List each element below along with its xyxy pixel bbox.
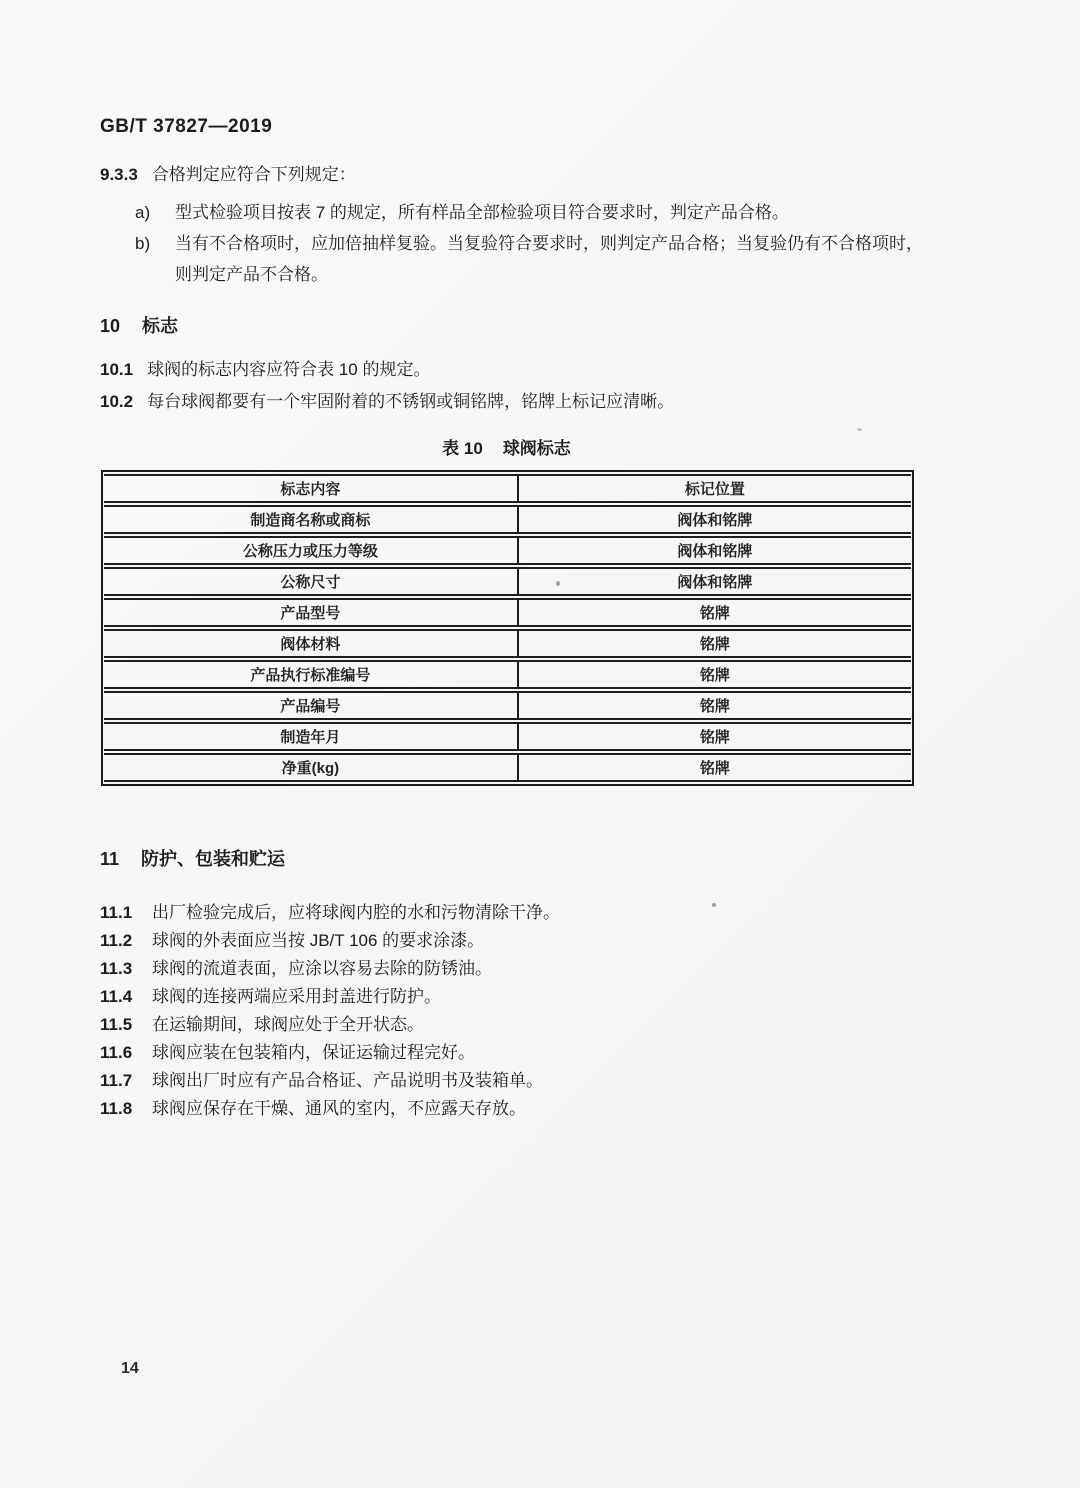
section-10-heading [100, 312, 178, 338]
table-cell: 产品执行标准编号 [104, 660, 519, 689]
table-caption-title: 球阀标志 [502, 439, 571, 458]
table-cell: 产品编号 [104, 691, 519, 720]
table-row [104, 753, 911, 782]
table-cell: 制造商名称或商标 [104, 505, 519, 534]
standard-number-header: GB/T 37827—2019 [100, 116, 273, 137]
table-cell: 铭牌 [519, 722, 911, 751]
clause-number: 11.4 [100, 987, 133, 1006]
page-number: 14 [121, 1360, 139, 1377]
clause-number: 10.2 [100, 392, 134, 411]
table-cell: 产品型号 [104, 598, 519, 627]
clause-text: 球阀应装在包装箱内，保证运输过程完好。 [152, 1043, 475, 1062]
section-title: 防护、包装和贮运 [141, 849, 286, 869]
clause-text: 合格判定应符合下列规定： [151, 165, 356, 184]
clause-11-4 [100, 985, 940, 1008]
table-header-row [104, 474, 911, 503]
clause-10-2 [100, 390, 930, 414]
section-title: 标志 [142, 316, 179, 336]
table-cell: 阀体和铭牌 [519, 536, 911, 565]
table-cell: 铭牌 [519, 660, 911, 689]
clause-text: 球阀出厂时应有产品合格证、产品说明书及装箱单。 [152, 1071, 543, 1090]
clause-11-6 [100, 1041, 940, 1064]
clause-9-3-3 [100, 163, 930, 187]
clause-number: 11.6 [100, 1043, 133, 1062]
table-row [104, 691, 911, 720]
table-row [104, 629, 911, 658]
clause-11-2 [100, 929, 940, 952]
scan-speck [712, 903, 716, 907]
clause-11-1 [100, 901, 940, 924]
table-row [104, 536, 911, 565]
list-label: b) [135, 234, 151, 253]
clause-text: 球阀的连接两端应采用封盖进行防护。 [152, 987, 441, 1006]
table-cell: 公称压力或压力等级 [104, 536, 519, 565]
clause-text: 球阀的流道表面，应涂以容易去除的防锈油。 [152, 959, 492, 978]
table-cell: 阀体和铭牌 [519, 505, 911, 534]
table-row [104, 722, 911, 751]
scan-speck [857, 428, 862, 431]
clause-10-1 [100, 358, 930, 382]
clause-11-8 [100, 1097, 940, 1120]
clause-number: 11.2 [100, 931, 133, 950]
list-label: a) [135, 203, 151, 222]
clause-number: 11.8 [100, 1099, 133, 1118]
clause-text: 出厂检验完成后，应将球阀内腔的水和污物清除干净。 [152, 903, 560, 922]
clause-number: 9.3.3 [100, 165, 138, 184]
clause-number: 10.1 [100, 360, 134, 379]
clause-number: 11.1 [100, 903, 133, 922]
clause-11-7 [100, 1069, 940, 1092]
table-caption-label: 表 10 [442, 439, 483, 458]
clause-text: 每台球阀都要有一个牢固附着的不锈钢或铜铭牌，铭牌上标记应清晰。 [147, 392, 675, 411]
clause-number: 11.3 [100, 959, 133, 978]
clause-text: 在运输期间，球阀应处于全开状态。 [152, 1015, 424, 1034]
clause-11-5 [100, 1013, 940, 1036]
table-row [104, 567, 911, 596]
table-cell: 铭牌 [519, 691, 911, 720]
table-10-caption [100, 434, 913, 459]
table-cell: 净重(kg) [104, 753, 519, 782]
table-cell: 制造年月 [104, 722, 519, 751]
section-number: 10 [100, 316, 121, 336]
section-11-heading [100, 845, 285, 871]
scan-speck [556, 581, 560, 586]
clause-text: 球阀的外表面应当按 JB/T 106 的要求涂漆。 [152, 931, 485, 950]
table-cell: 铭牌 [519, 598, 911, 627]
table-10 [101, 470, 914, 786]
list-text: 当有不合格项时，应加倍抽样复验。当复验符合要求时，则判定产品合格；当复验仍有不合格项时，则判定产品不合格。 [175, 234, 923, 284]
clause-11-3 [100, 957, 940, 980]
table-cell: 阀体和铭牌 [519, 567, 911, 596]
table-row [104, 505, 911, 534]
clause-text: 球阀的标志内容应符合表 10 的规定。 [147, 360, 431, 379]
table-header-cell: 标志内容 [104, 474, 519, 503]
table-cell: 阀体材料 [104, 629, 519, 658]
table-row [104, 660, 911, 689]
table-header-cell: 标记位置 [519, 474, 911, 503]
list-text: 型式检验项目按表 7 的规定，所有样品全部检验项目符合要求时，判定产品合格。 [175, 203, 789, 222]
list-item-b [135, 228, 925, 290]
clause-number: 11.7 [100, 1071, 133, 1090]
list-item-a [135, 197, 925, 228]
clause-text: 球阀应保存在干燥、通风的室内，不应露天存放。 [152, 1099, 526, 1118]
table-cell: 铭牌 [519, 629, 911, 658]
clause-number: 11.5 [100, 1015, 133, 1034]
table-row [104, 598, 911, 627]
table-cell: 铭牌 [519, 753, 911, 782]
section-number: 11 [100, 849, 120, 869]
table-cell: 公称尺寸 [104, 567, 519, 596]
